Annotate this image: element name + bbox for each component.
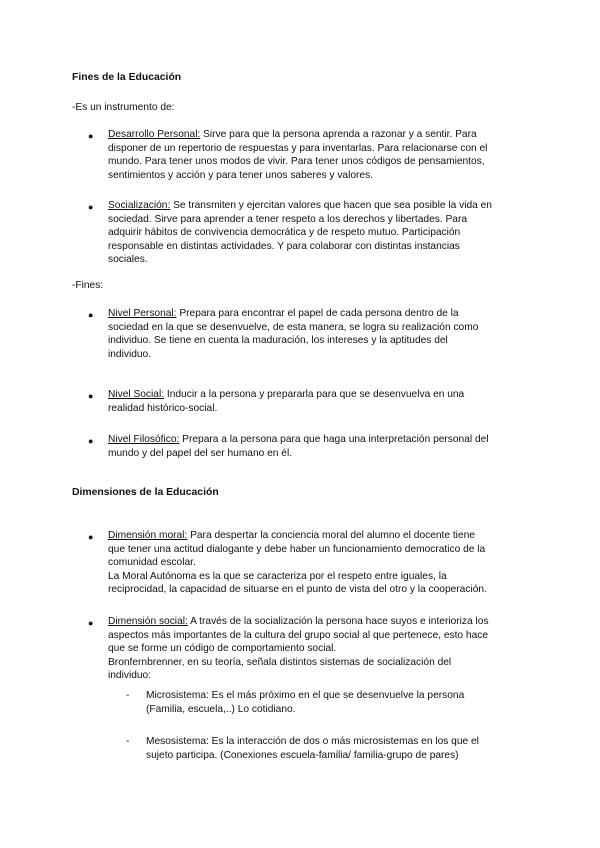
item-text: A través de la socialización la persona hace suyos e interioriza los xyxy=(187,616,489,627)
item-text: (Familia, escuela,..) Lo cotidiano. xyxy=(146,703,296,715)
item-text: responsable en distintas actividades. Y para colaborar con distintas instancias xyxy=(108,240,460,252)
intro-fines: -Fines: xyxy=(72,280,104,291)
item-text: La Moral Autónoma es la que se caracteriza por el respeto entre iguales, la xyxy=(108,570,447,582)
item-text: Para despertar la conciencia moral del alumno el docente tiene xyxy=(187,530,475,541)
bullet-icon: ● xyxy=(88,436,94,446)
sub-item-mesosistema xyxy=(146,735,526,762)
term-nivel-filosofico: Nivel Filosófico: xyxy=(108,434,180,445)
item-text: Se transmiten y ejercitan valores que hacen que sea posible la vida en xyxy=(170,200,492,211)
dash-marker: - xyxy=(126,690,130,701)
item-text: Prepara a la persona para que haga una interpretación personal del xyxy=(179,434,489,445)
item-text: sentimientos y acción y para tener unos saberes y valores. xyxy=(108,169,374,181)
bullet-icon: ● xyxy=(88,310,94,320)
item-text: individuo. xyxy=(108,348,152,360)
term-socializacion: Socialización: xyxy=(108,200,171,211)
item-text: mundo. Para tener unos modos de vivir. Para tener unos códigos de pensamientos, xyxy=(108,156,485,167)
bullet-icon: ● xyxy=(88,391,94,401)
item-text: mundo y del papel del ser humano en él. xyxy=(108,447,293,459)
item-text: individuo. Se tiene en cuenta la maduración, los intereses y la aptitudes del xyxy=(108,335,448,346)
bullet-icon: ● xyxy=(88,131,94,141)
term-dimension-moral: Dimensión moral: xyxy=(108,530,188,541)
item-text: adquirir hábitos de convivencia democrática y de respeto mutuo. Participación xyxy=(108,227,461,238)
bullet-icon: ● xyxy=(88,618,94,628)
bullet-icon: ● xyxy=(88,202,94,212)
list-item-nivel-personal xyxy=(108,307,530,361)
list-item-dimension-social xyxy=(108,615,530,683)
item-text: reciprocidad, la capacidad de situarse en el punto de vista del otro y la cooperación. xyxy=(108,584,487,595)
item-text: individuo: xyxy=(108,670,152,681)
item-text: comunidad escolar. xyxy=(108,557,196,568)
item-text: realidad histórico-social. xyxy=(108,402,218,414)
item-text: sociales. xyxy=(108,254,148,265)
dash-marker: - xyxy=(126,736,130,747)
term-desarrollo-personal: Desarrollo Personal: xyxy=(108,129,201,140)
item-text: sociedad. Sirve para aprender a tener respeto a los derechos y libertades. Para xyxy=(108,213,468,225)
item-text: que tener una actitud dialogante y debe haber un funcionamiento democratico de la xyxy=(108,543,486,555)
bullet-icon: ● xyxy=(88,532,94,542)
item-text: sociedad en la que se desenvuelve, de esta manera, se logra su realización como xyxy=(108,321,479,333)
section-title-dimensiones: Dimensiones de la Educación xyxy=(72,487,219,498)
term-dimension-social: Dimensión social: xyxy=(108,616,188,627)
list-item-socializacion xyxy=(108,199,530,267)
list-item-desarrollo-personal xyxy=(108,128,530,182)
item-text: Inducir a la persona y prepararla para que se desenvuelva en una xyxy=(164,389,465,400)
list-item-dimension-moral xyxy=(108,529,530,597)
list-item-nivel-filosofico xyxy=(108,433,530,460)
term-nivel-personal: Nivel Personal: xyxy=(108,308,177,319)
item-text: aspectos más importantes de la cultura del grupo social al que pertenece, esto hace xyxy=(108,629,488,641)
item-text: Sirve para que la persona aprenda a razonar y a sentir. Para xyxy=(200,129,477,140)
item-text: Prepara para encontrar el papel de cada persona dentro de la xyxy=(176,308,459,319)
section-title-fines: Fines de la Educación xyxy=(72,72,182,83)
item-text: sujeto participa. (Conexiones escuela-familia/ familia-grupo de pares) xyxy=(146,749,459,761)
item-text: Microsistema: Es el más próximo en el que se desenvuelve la persona xyxy=(146,690,465,701)
item-text: Mesosistema: Es la interacción de dos o más microsistemas en los que el xyxy=(146,736,479,747)
item-text: disponer de un repertorio de respuestas y para inventarlas. Para relacionarse con el xyxy=(108,142,488,154)
intro-instrumento: -Es un instrumento de: xyxy=(72,102,175,113)
item-text: Bronfernbrenner, en su teoría, señala distintos sistemas de socialización del xyxy=(108,656,452,668)
list-item-nivel-social xyxy=(108,388,530,415)
sub-item-microsistema xyxy=(146,689,526,716)
item-text: que se forme un código de comportamiento social. xyxy=(108,643,337,654)
term-nivel-social: Nivel Social: xyxy=(108,389,165,400)
